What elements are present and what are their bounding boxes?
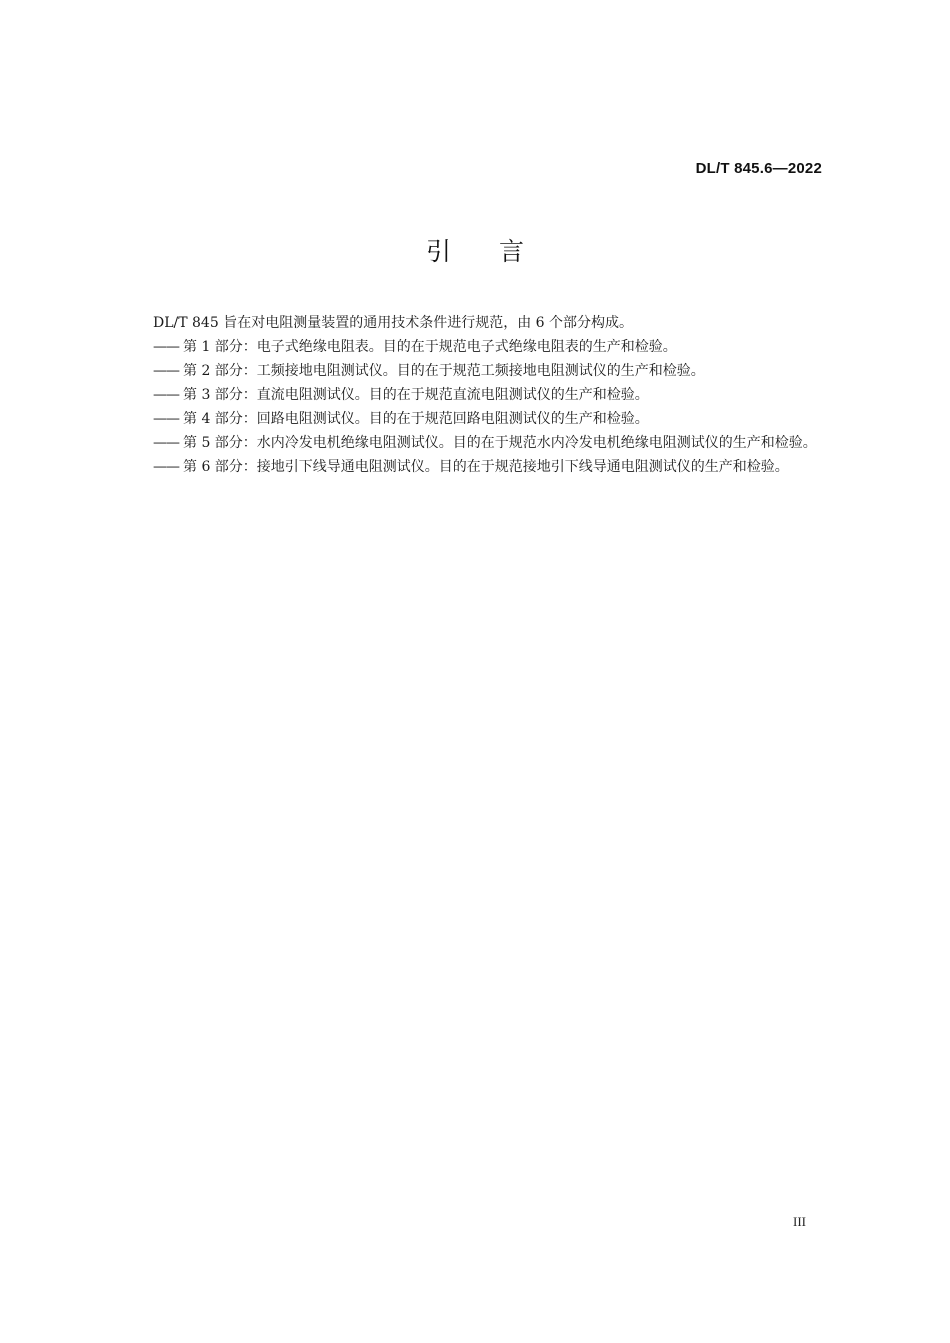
- page-number: III: [793, 1214, 806, 1229]
- introduction-body: [153, 311, 833, 479]
- intro-paragraph: DL/T 845 旨在对电阻测量装置的通用技术条件进行规范，由 6 个部分构成。: [153, 315, 634, 331]
- part-3-text: 第 3 部分：直流电阻测试仪。目的在于规范直流电阻测试仪的生产和检验。: [183, 387, 649, 403]
- list-item: [153, 335, 833, 359]
- dash-marker: ——: [153, 459, 179, 475]
- dash-marker: ——: [153, 387, 179, 403]
- list-item: [153, 455, 833, 479]
- list-item: [153, 431, 833, 455]
- list-item: [153, 383, 833, 407]
- dash-marker: ——: [153, 363, 179, 379]
- part-2-text: 第 2 部分：工频接地电阻测试仪。目的在于规范工频接地电阻测试仪的生产和检验。: [183, 363, 705, 379]
- part-6-text: 第 6 部分：接地引下线导通电阻测试仪。目的在于规范接地引下线导通电阻测试仪的生产和检验。: [183, 459, 789, 475]
- part-5-text: 第 5 部分：水内冷发电机绝缘电阻测试仪。目的在于规范水内冷发电机绝缘电阻测试仪的生产和检验。: [183, 435, 817, 451]
- list-item: [153, 407, 833, 431]
- dash-marker: ——: [153, 339, 179, 355]
- page-title: 引言: [425, 237, 572, 266]
- standard-number: DL/T 845.6—2022: [695, 160, 822, 177]
- parts-list: [153, 335, 833, 479]
- part-1-text: 第 1 部分：电子式绝缘电阻表。目的在于规范电子式绝缘电阻表的生产和检验。: [183, 339, 677, 355]
- dash-marker: ——: [153, 435, 179, 451]
- list-item: [153, 359, 833, 383]
- part-4-text: 第 4 部分：回路电阻测试仪。目的在于规范回路电阻测试仪的生产和检验。: [183, 411, 649, 427]
- dash-marker: ——: [153, 411, 179, 427]
